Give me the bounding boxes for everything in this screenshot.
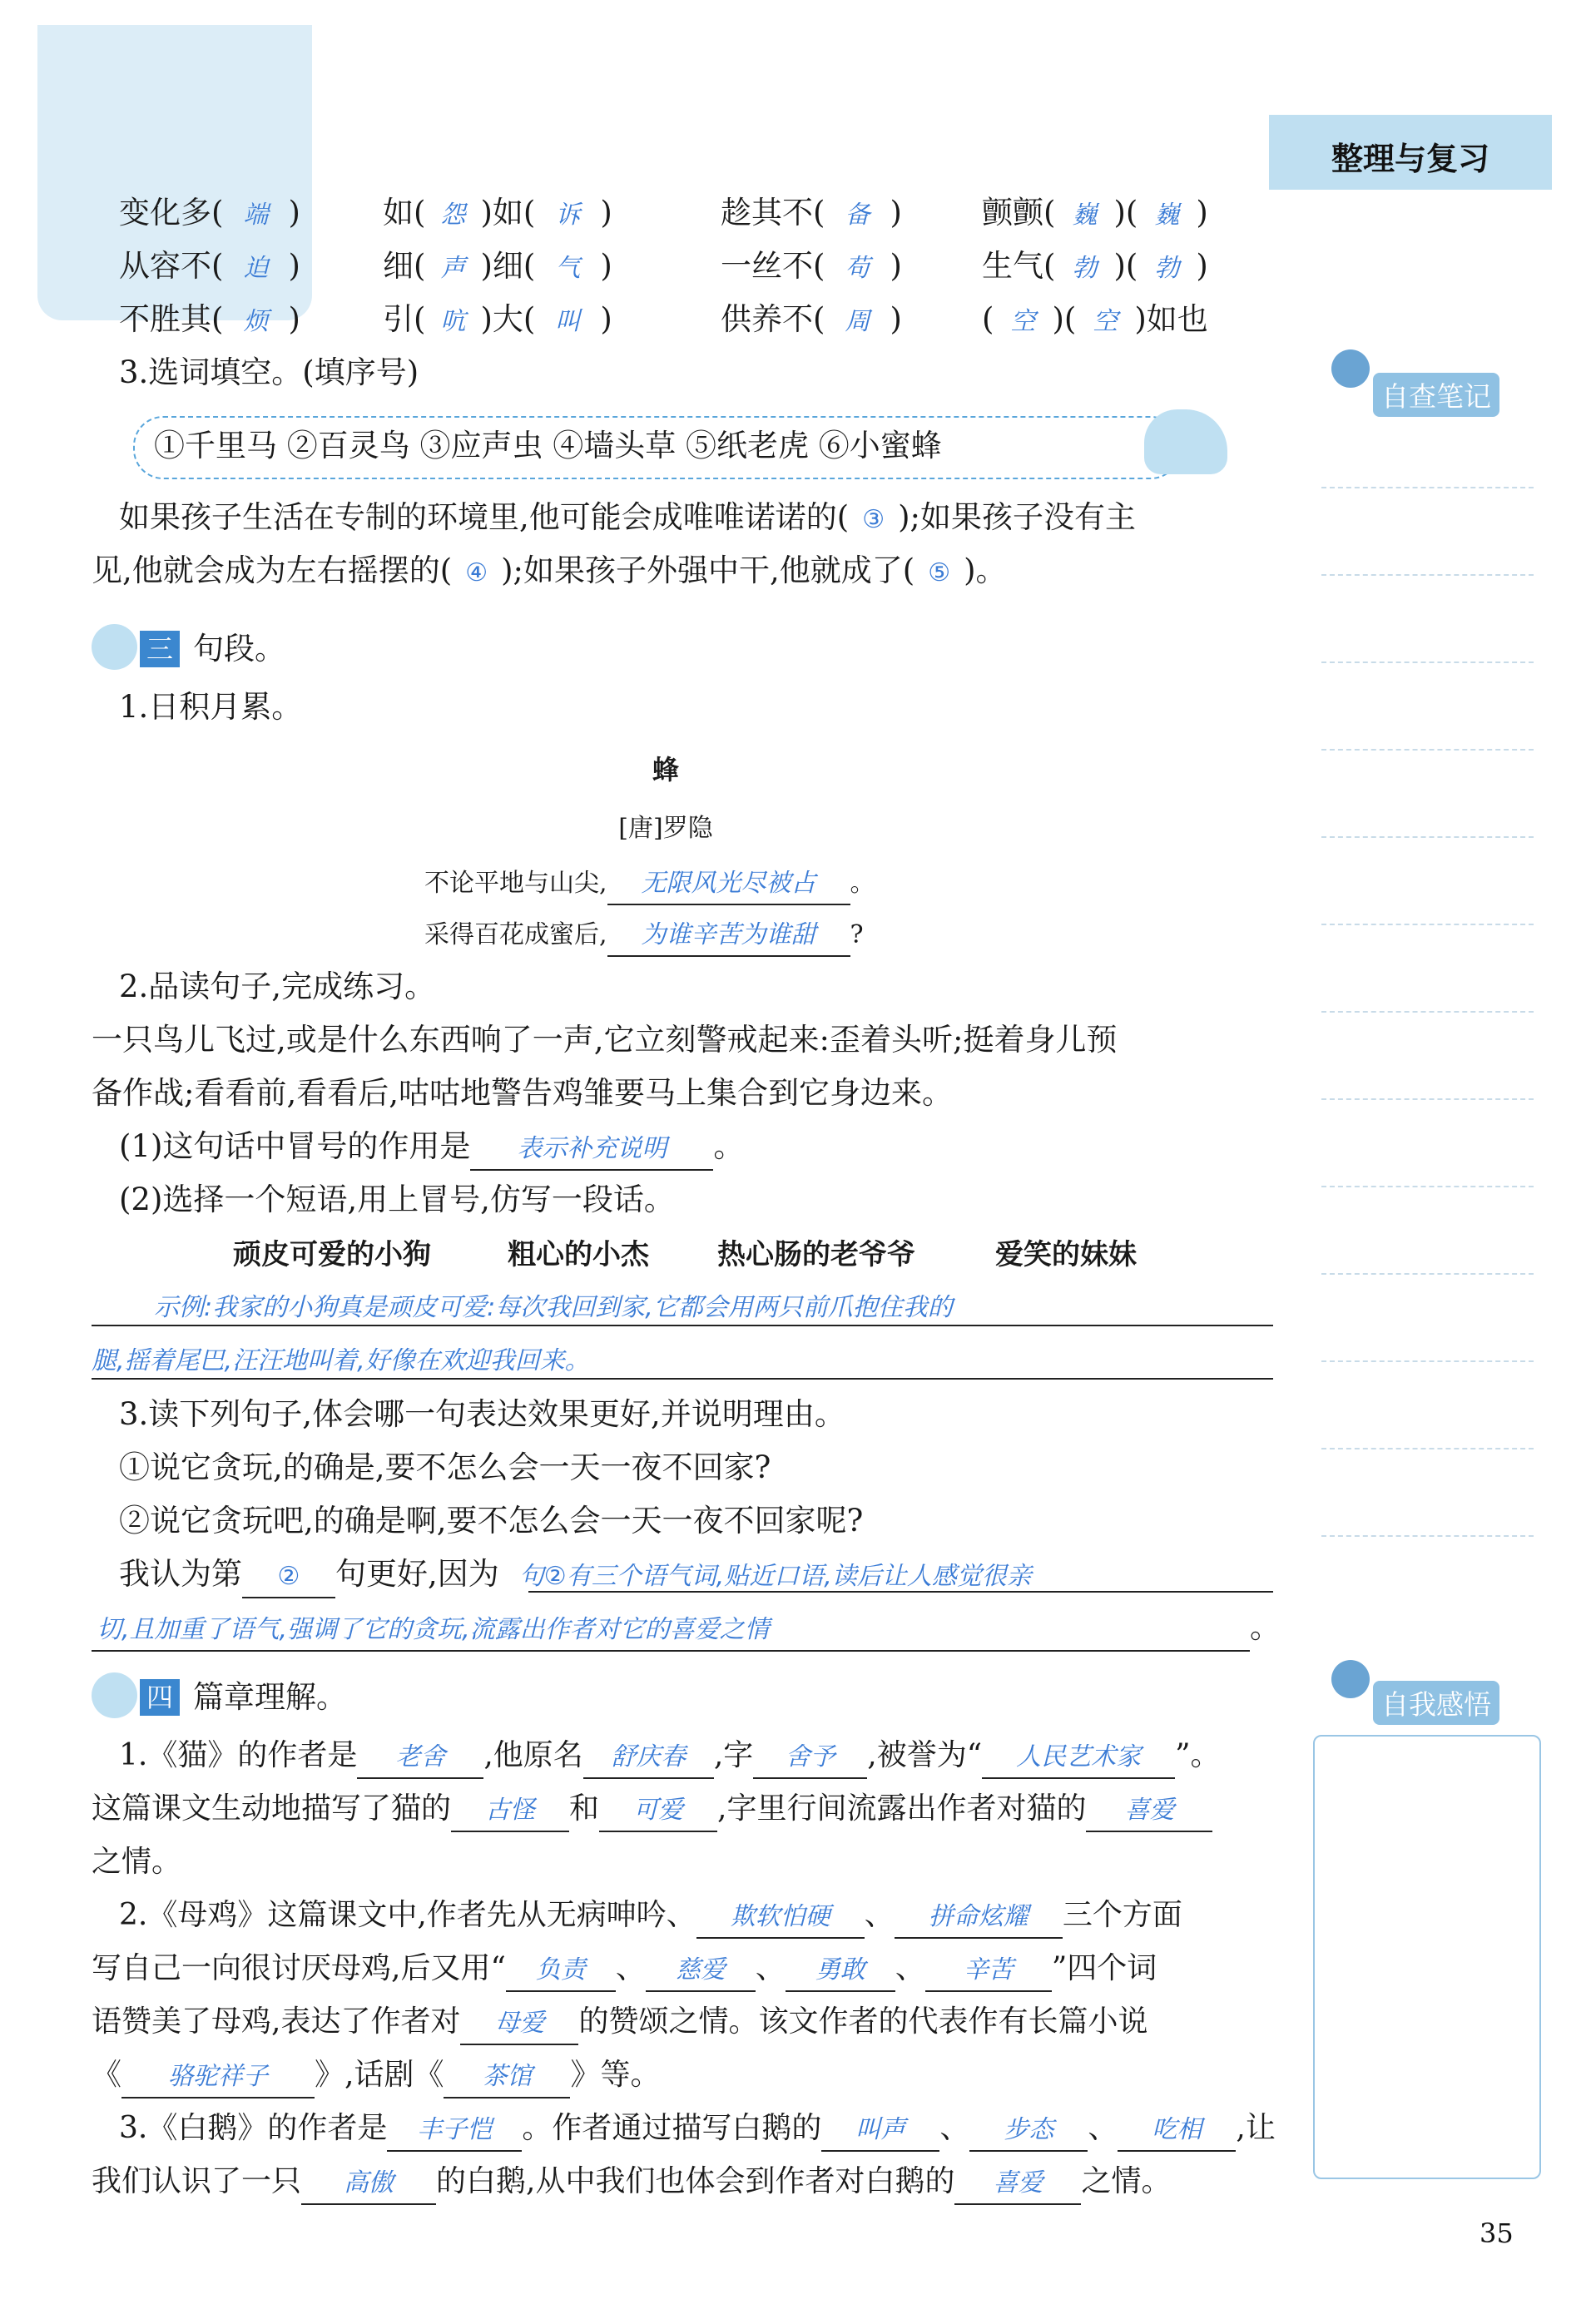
phrase-4: 爱笑的妹妹: [995, 1238, 1137, 1271]
s4-p1-line-2: 这篇课文生动地描写了猫的 古怪 和 可爱 ,字里行间流露出作者对猫的 喜爱: [92, 1789, 1212, 1832]
s4-p2-line-3: 语赞美了母鸡,表达了作者对 母爱 的赞颂之情。该文作者的代表作有长篇小说: [92, 2002, 1147, 2045]
s4-p2-line-2: 写自己一向很讨厌母鸡,后又用“ 负责 、 慈爱 、 勇敢 、 辛苦 ”四个词: [92, 1949, 1157, 1992]
example-line-2: 腿,摇着尾巴,汪汪地叫着,好像在欢迎我回来。: [92, 1346, 590, 1375]
reflection-label: 自我感悟: [1373, 1681, 1499, 1725]
phrase-3: 热心肠的老爷爷: [717, 1238, 915, 1271]
example-rule-1: [92, 1325, 1273, 1326]
section3-mascot-icon: [92, 624, 137, 670]
s4-p2-line-4: 《 骆驼祥子 》,话剧《 茶馆 》等。: [92, 2055, 660, 2098]
q3-heading: 3.选词填空。(填序号): [119, 354, 419, 390]
s3-q2-heading: 2.品读句子,完成练习。: [119, 969, 436, 1004]
example-rule-2: [92, 1378, 1273, 1380]
phrase-2: 粗心的小杰: [508, 1238, 649, 1271]
s3-q2-sub2: (2)选择一个短语,用上冒号,仿写一段话。: [119, 1182, 675, 1217]
page-section-title: 整理与复习: [1331, 141, 1490, 177]
s3-q2-text-2: 备作战;看看前,看看后,咕咕地警告鸡雏要马上集合到它身边来。: [92, 1075, 953, 1111]
poem-line-1: 不论平地与山尖, 无限风光尽被占 。: [424, 864, 875, 905]
reason-rule-1: [528, 1591, 1273, 1593]
phrase-1: 顽皮可爱的小狗: [233, 1238, 431, 1271]
notes-avatar-icon: [1331, 349, 1370, 388]
page-number: 35: [1480, 2217, 1514, 2249]
section3-title: 句段。: [193, 631, 285, 666]
reflection-avatar-icon: [1331, 1660, 1370, 1698]
s4-p2-line-1: 2.《母鸡》这篇课文中,作者先从无病呻吟、 欺软怕硬 、 拼命炫耀 三个方面: [119, 1895, 1182, 1939]
s3-q3-reason-2: 切,且加重了语气,强调了它的贪玩,流露出作者对它的喜爱之情 。: [92, 1608, 1281, 1652]
s4-p1-line-3: 之情。: [92, 1845, 182, 1879]
s3-q2-text-1: 一只鸟儿飞过,或是什么东西响了一声,它立刻警戒起来:歪着头听;挺着身儿预: [92, 1022, 1118, 1058]
s3-q2-sub1: (1)这句话中冒号的作用是 表示补充说明 。: [119, 1127, 744, 1171]
s3-q3-heading: 3.读下列句子,体会哪一句表达效果更好,并说明理由。: [119, 1396, 845, 1432]
s4-p3-line-1: 3.《白鹅》的作者是 丰子恺 。作者通过描写白鹅的 叫声 、 步态 、 吃相 ,让: [119, 2108, 1276, 2152]
section4-title: 篇章理解。: [193, 1679, 347, 1715]
q3-line-1: 如果孩子生活在专制的环境里,他可能会成唯唯诺诺的( ③ );如果孩子没有主: [119, 499, 1137, 535]
s3-q3-sentence-1: ①说它贪玩,的确是,要不怎么会一天一夜不回家?: [119, 1449, 771, 1485]
s4-p3-line-2: 我们认识了一只 高傲 的白鹅,从中我们也体会到作者对白鹅的 喜爱 之情。: [92, 2162, 1171, 2205]
section4-number: 四: [140, 1679, 180, 1716]
elephant-icon: [1144, 409, 1227, 474]
section3-number: 三: [140, 631, 180, 667]
poem-author: [唐]罗隐: [618, 814, 713, 843]
example-line-1: 示例:我家的小狗真是顽皮可爱:每次我回到家,它都会用两只前爪抱住我的: [154, 1293, 953, 1322]
s4-p1-line-1: 1.《猫》的作者是 老舍 ,他原名 舒庆春 ,字 舍予 ,被誉为“ 人民艺术家 ”。: [119, 1736, 1221, 1779]
poem-title: 蜂: [652, 754, 679, 785]
word-options: ①千里马 ②百灵鸟 ③应声虫 ④墙头草 ⑤纸老虎 ⑥小蜜蜂: [154, 428, 942, 463]
s3-q3-answer: 我认为第 ② 句更好,因为 句②有三个语气词,贴近口语,读后让人感觉很亲: [119, 1554, 1032, 1598]
poem-line-2: 采得百花成蜜后, 为谁辛苦为谁甜 ?: [424, 915, 864, 957]
section4-mascot-icon: [92, 1672, 137, 1718]
s3-q1-heading: 1.日积月累。: [119, 689, 303, 725]
reflection-box: [1313, 1735, 1541, 2179]
notes-label: 自查笔记: [1373, 373, 1499, 417]
s3-q3-sentence-2: ②说它贪玩吧,的确是啊,要不怎么会一天一夜不回家呢?: [119, 1503, 864, 1539]
q3-line-2: 见,他就会成为左右摇摆的( ④ );如果孩子外强中干,他就成了( ⑤ )。: [92, 552, 1007, 588]
